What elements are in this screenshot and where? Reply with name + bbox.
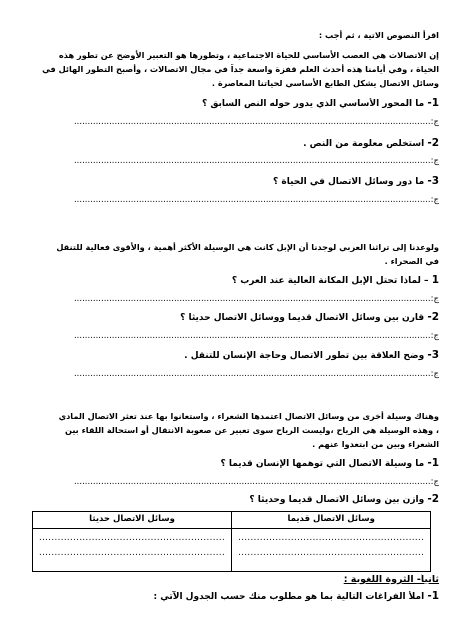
instruction: اقرأ النصوص الاتية ، ثم أجب : xyxy=(318,30,439,40)
question-text: قارن بين وسائل الاتصال قديما ووسائل الاتصال حديثا ؟ xyxy=(180,313,425,323)
question-number: 2- xyxy=(427,312,439,323)
section-title xyxy=(14,574,439,585)
question-number: 2- xyxy=(427,138,439,149)
answer-prefix: ج: xyxy=(430,331,439,341)
cell-dots: ............................................................ xyxy=(238,533,425,543)
table-cell-old[interactable] xyxy=(232,529,431,572)
question-3-2 xyxy=(14,494,439,505)
question-1-2 xyxy=(14,138,439,149)
table-row xyxy=(33,529,431,572)
answer-prefix: ج: xyxy=(430,117,439,127)
answer-dots: .................................................................................................................................... xyxy=(73,156,431,166)
question-text: ما المحور الأساسي الذي يدور حوله النص السابق ؟ xyxy=(202,99,425,109)
answer-prefix: ج: xyxy=(430,156,439,166)
question-3-1 xyxy=(14,458,439,469)
table-header-old: وسائل الاتصال قديما xyxy=(232,512,431,529)
question-2-3 xyxy=(14,350,439,361)
question-number: 1 xyxy=(431,275,439,286)
answer-line[interactable] xyxy=(14,156,439,166)
question-2-2 xyxy=(14,312,439,323)
paragraph2-line1: ولوعدنا إلى تراثنا العربي لوجدنا أن الإبل كانت هي الوسيلة الأكثر أهمية ، والأقوى فعالية للتنقل xyxy=(56,242,439,252)
cell-dots: ............................................................ xyxy=(39,548,226,558)
table-cell-new[interactable] xyxy=(33,529,232,572)
answer-line[interactable] xyxy=(14,117,439,127)
answer-dots: .................................................................................................................................... xyxy=(73,117,431,127)
question-number: 3- xyxy=(427,350,439,361)
question-2-1 xyxy=(14,275,439,286)
question-1-1 xyxy=(14,98,439,109)
table-header-row xyxy=(33,512,431,529)
question-text: املأ الفراغات التالية بما هو مطلوب منك حسب الجدول الآتي : xyxy=(153,592,425,602)
answer-prefix: ج: xyxy=(430,195,439,205)
question-number: 1- xyxy=(427,591,439,602)
table-header-new: وسائل الاتصال حديثا xyxy=(33,512,232,529)
paragraph1-line2: الحياة ، وفي أيامنا هذه أحدث العلم قفزة واسعة جداً في مجال الاتصالات ، وأصبح التطور الهائل في xyxy=(42,64,439,74)
question-1-3 xyxy=(14,176,439,187)
question-text: استخلص معلومة من النص . xyxy=(303,139,425,149)
answer-dots: .................................................................................................................................... xyxy=(73,369,431,379)
question-text: ما وسيلة الاتصال التي توهمها الإنسان قديما ؟ xyxy=(220,459,425,469)
question-number: 2- xyxy=(427,494,439,505)
cell-dots: ............................................................ xyxy=(238,548,425,558)
cell-dots: ............................................................ xyxy=(39,533,226,543)
paragraph3-line1: وهناك وسيلة أخرى من وسائل الاتصال اعتمدها الشعراء ، واستعانوا بها عند تعثر الاتصال المادي xyxy=(58,411,439,421)
question-text: وازن بين وسائل الاتصال قديما وحديثا ؟ xyxy=(249,495,425,505)
answer-dots: .................................................................................................................................... xyxy=(73,195,431,205)
question-text: وضح العلاقة بين تطور الاتصال وحاجة الإنسان للتنقل . xyxy=(184,351,425,361)
section-title-text: ثانياً- الثروة اللغوية : xyxy=(343,574,439,585)
question-text: – لماذا تحتل الإبل المكانة العالية عند العرب ؟ xyxy=(231,276,429,286)
answer-prefix: ج: xyxy=(430,477,439,487)
comparison-table xyxy=(32,511,431,572)
answer-dots: .................................................................................................................................... xyxy=(73,331,431,341)
paragraph3-line2: ، وهذه الوسيلة هي الرياح ،وليست الرياح سوى تعبير عن صعوبة الانتقال أو استحالة اللقاء بين xyxy=(64,425,439,435)
paragraph1-line1: إن الاتصالات هي العصب الأساسي للحياة الاجتماعية ، وتطورها هو التعبير الأوضح عن تطور هذه xyxy=(58,50,439,60)
question-number: 1- xyxy=(427,458,439,469)
paragraph1-line3: وسائل الاتصال يشكل الطابع الأساسي لحياتنا المعاصرة . xyxy=(211,78,439,88)
answer-line[interactable] xyxy=(14,369,439,379)
answer-line[interactable] xyxy=(14,294,439,304)
answer-dots: .................................................................................................................................... xyxy=(73,294,431,304)
paragraph3-line3: الشعراء وبين من ابتعدوا عنهم . xyxy=(312,439,439,449)
answer-line[interactable] xyxy=(14,331,439,341)
answer-line[interactable] xyxy=(14,477,439,487)
question-4-1 xyxy=(14,591,439,602)
paragraph2-line2: في الصحراء . xyxy=(384,256,439,266)
question-text: ما دور وسائل الاتصال في الحياة ؟ xyxy=(273,177,425,187)
question-number: 1- xyxy=(427,98,439,109)
answer-prefix: ج: xyxy=(430,369,439,379)
answer-dots: .................................................................................................................................... xyxy=(73,477,431,487)
answer-prefix: ج: xyxy=(430,294,439,304)
question-number: 3- xyxy=(427,176,439,187)
answer-line[interactable] xyxy=(14,195,439,205)
